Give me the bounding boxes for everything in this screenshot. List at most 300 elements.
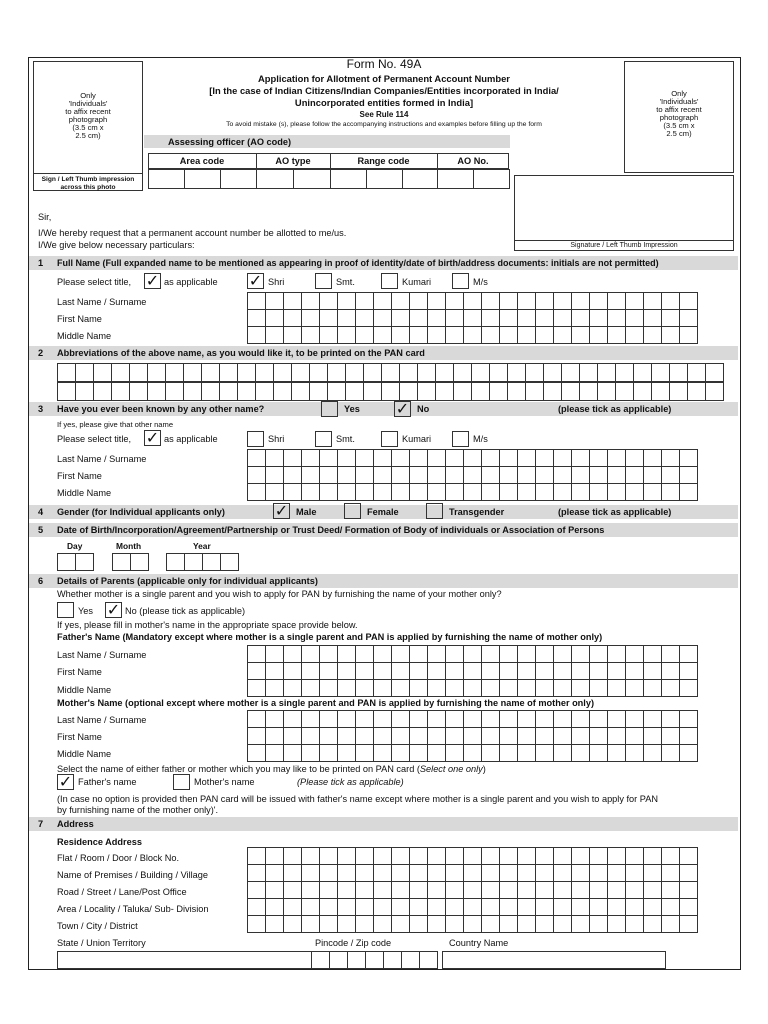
char-box[interactable] (302, 483, 320, 501)
char-box[interactable] (662, 466, 680, 484)
char-box[interactable] (626, 292, 644, 310)
char-box[interactable] (356, 466, 374, 484)
char-box[interactable] (590, 710, 608, 728)
char-box[interactable] (130, 363, 148, 382)
char-box[interactable] (572, 710, 590, 728)
char-box[interactable] (608, 881, 626, 899)
char-box[interactable] (464, 864, 482, 882)
char-box[interactable] (392, 326, 410, 344)
char-box[interactable] (148, 382, 166, 401)
char-box[interactable] (312, 951, 330, 969)
s6-father-name-checkbox[interactable]: ✓ (58, 772, 73, 791)
char-box[interactable] (580, 382, 598, 401)
char-box[interactable] (320, 292, 338, 310)
char-box[interactable] (608, 847, 626, 865)
char-box[interactable] (266, 847, 284, 865)
char-box[interactable] (500, 915, 518, 933)
char-box[interactable] (688, 382, 706, 401)
char-box[interactable] (536, 915, 554, 933)
char-box[interactable] (626, 744, 644, 762)
char-box[interactable] (616, 382, 634, 401)
char-box[interactable] (400, 363, 418, 382)
char-box[interactable] (572, 466, 590, 484)
char-box[interactable] (284, 292, 302, 310)
char-box[interactable] (482, 662, 500, 680)
s6-mother-middle-boxes[interactable] (247, 744, 698, 762)
char-box[interactable] (482, 645, 500, 663)
char-box[interactable] (662, 915, 680, 933)
char-box[interactable] (662, 292, 680, 310)
char-box[interactable] (580, 363, 598, 382)
char-box[interactable] (302, 326, 320, 344)
char-box[interactable] (446, 710, 464, 728)
char-box[interactable] (428, 710, 446, 728)
char-box[interactable] (248, 466, 266, 484)
char-box[interactable] (392, 881, 410, 899)
s6-mother-name-checkbox[interactable] (173, 774, 190, 790)
char-box[interactable] (356, 309, 374, 327)
char-box[interactable] (572, 881, 590, 899)
char-box[interactable] (482, 309, 500, 327)
char-box[interactable] (572, 326, 590, 344)
char-box[interactable] (302, 292, 320, 310)
char-box[interactable] (292, 363, 310, 382)
s5-day-boxes[interactable] (57, 553, 94, 571)
char-box[interactable] (356, 847, 374, 865)
char-box[interactable] (392, 483, 410, 501)
char-box[interactable] (428, 309, 446, 327)
char-box[interactable] (266, 710, 284, 728)
char-box[interactable] (680, 864, 698, 882)
char-box[interactable] (374, 710, 392, 728)
char-box[interactable] (572, 309, 590, 327)
char-box[interactable] (302, 466, 320, 484)
ao-range-code-boxes[interactable] (330, 169, 438, 189)
char-box[interactable] (428, 915, 446, 933)
char-box[interactable] (392, 679, 410, 697)
char-box[interactable] (644, 483, 662, 501)
char-box[interactable] (256, 382, 274, 401)
char-box[interactable] (680, 449, 698, 467)
char-box[interactable] (500, 466, 518, 484)
char-box[interactable] (284, 679, 302, 697)
char-box[interactable] (482, 915, 500, 933)
char-box[interactable] (374, 483, 392, 501)
s1-kumari-checkbox[interactable] (381, 273, 398, 289)
char-box[interactable] (454, 363, 472, 382)
char-box[interactable] (428, 662, 446, 680)
char-box[interactable] (554, 645, 572, 663)
char-box[interactable] (302, 309, 320, 327)
char-box[interactable] (644, 898, 662, 916)
s3-no-checkbox[interactable]: ✓ (395, 399, 410, 418)
char-box[interactable] (356, 662, 374, 680)
char-box[interactable] (536, 645, 554, 663)
char-box[interactable] (500, 864, 518, 882)
char-box[interactable] (482, 744, 500, 762)
char-box[interactable] (248, 662, 266, 680)
char-box[interactable] (644, 292, 662, 310)
char-box[interactable] (420, 951, 438, 969)
char-box[interactable] (410, 292, 428, 310)
char-box[interactable] (76, 382, 94, 401)
char-box[interactable] (572, 727, 590, 745)
char-box[interactable] (428, 727, 446, 745)
char-box[interactable] (410, 847, 428, 865)
char-box[interactable] (248, 309, 266, 327)
char-box[interactable] (680, 847, 698, 865)
char-box[interactable] (238, 363, 256, 382)
char-box[interactable] (680, 483, 698, 501)
char-box[interactable] (374, 898, 392, 916)
char-box[interactable] (608, 483, 626, 501)
char-box[interactable] (680, 326, 698, 344)
char-box[interactable] (248, 727, 266, 745)
char-box[interactable] (554, 898, 572, 916)
char-box[interactable] (680, 292, 698, 310)
char-box[interactable] (248, 679, 266, 697)
char-box[interactable] (284, 449, 302, 467)
char-box[interactable] (464, 679, 482, 697)
char-box[interactable] (392, 864, 410, 882)
char-box[interactable] (644, 466, 662, 484)
char-box[interactable] (590, 292, 608, 310)
char-box[interactable] (500, 727, 518, 745)
char-box[interactable] (302, 744, 320, 762)
char-box[interactable] (356, 727, 374, 745)
char-box[interactable] (374, 744, 392, 762)
char-box[interactable] (410, 449, 428, 467)
char-box[interactable] (446, 662, 464, 680)
char-box[interactable] (392, 847, 410, 865)
char-box[interactable] (626, 881, 644, 899)
char-box[interactable] (328, 363, 346, 382)
char-box[interactable] (644, 710, 662, 728)
char-box[interactable] (608, 710, 626, 728)
char-box[interactable] (598, 363, 616, 382)
char-box[interactable] (428, 898, 446, 916)
char-box[interactable] (428, 645, 446, 663)
s6-mother-last-boxes[interactable] (247, 710, 698, 728)
char-box[interactable] (302, 864, 320, 882)
char-box[interactable] (608, 679, 626, 697)
char-box[interactable] (464, 466, 482, 484)
s5-year-boxes[interactable] (166, 553, 239, 571)
s4-female-checkbox[interactable] (344, 503, 361, 519)
char-box[interactable] (590, 864, 608, 882)
char-box[interactable] (356, 292, 374, 310)
char-box[interactable] (590, 727, 608, 745)
char-box[interactable] (374, 679, 392, 697)
char-box[interactable] (680, 881, 698, 899)
char-box[interactable] (500, 710, 518, 728)
char-box[interactable] (590, 449, 608, 467)
char-box[interactable] (446, 679, 464, 697)
char-box[interactable] (374, 326, 392, 344)
char-box[interactable] (454, 382, 472, 401)
char-box[interactable] (446, 864, 464, 882)
char-box[interactable] (346, 382, 364, 401)
char-box[interactable] (680, 915, 698, 933)
char-box[interactable] (590, 326, 608, 344)
char-box[interactable] (338, 449, 356, 467)
char-box[interactable] (284, 915, 302, 933)
char-box[interactable] (302, 898, 320, 916)
ao-type-boxes[interactable] (256, 169, 331, 189)
char-box[interactable] (446, 898, 464, 916)
char-box[interactable] (338, 744, 356, 762)
char-box[interactable] (482, 727, 500, 745)
char-box[interactable] (374, 645, 392, 663)
photo-box-right[interactable] (624, 61, 734, 173)
char-box[interactable] (338, 710, 356, 728)
char-box[interactable] (338, 679, 356, 697)
char-box[interactable] (203, 553, 221, 571)
char-box[interactable] (320, 710, 338, 728)
char-box[interactable] (248, 915, 266, 933)
char-box[interactable] (572, 662, 590, 680)
char-box[interactable] (428, 449, 446, 467)
char-box[interactable] (76, 553, 94, 571)
char-box[interactable] (284, 744, 302, 762)
char-box[interactable] (248, 645, 266, 663)
char-box[interactable] (482, 466, 500, 484)
char-box[interactable] (338, 326, 356, 344)
char-box[interactable] (554, 864, 572, 882)
char-box[interactable] (590, 881, 608, 899)
char-box[interactable] (706, 363, 724, 382)
char-box[interactable] (428, 744, 446, 762)
char-box[interactable] (644, 864, 662, 882)
char-box[interactable] (590, 483, 608, 501)
char-box[interactable] (374, 727, 392, 745)
char-box[interactable] (356, 710, 374, 728)
char-box[interactable] (464, 847, 482, 865)
char-box[interactable] (554, 915, 572, 933)
char-box[interactable] (634, 382, 652, 401)
char-box[interactable] (374, 915, 392, 933)
char-box[interactable] (284, 483, 302, 501)
char-box[interactable] (662, 483, 680, 501)
char-box[interactable] (662, 309, 680, 327)
char-box[interactable] (590, 915, 608, 933)
char-box[interactable] (482, 483, 500, 501)
char-box[interactable] (662, 710, 680, 728)
char-box[interactable] (626, 679, 644, 697)
char-box[interactable] (590, 309, 608, 327)
char-box[interactable] (284, 326, 302, 344)
char-box[interactable] (374, 662, 392, 680)
char-box[interactable] (688, 363, 706, 382)
char-box[interactable] (662, 679, 680, 697)
char-box[interactable] (418, 382, 436, 401)
char-box[interactable] (446, 309, 464, 327)
char-box[interactable] (554, 309, 572, 327)
char-box[interactable] (346, 363, 364, 382)
char-box[interactable] (338, 864, 356, 882)
char-box[interactable] (680, 744, 698, 762)
char-box[interactable] (220, 382, 238, 401)
s6-father-first-boxes[interactable] (247, 662, 698, 680)
char-box[interactable] (472, 382, 490, 401)
char-box[interactable] (464, 744, 482, 762)
char-box[interactable] (608, 466, 626, 484)
char-box[interactable] (572, 483, 590, 501)
char-box[interactable] (392, 449, 410, 467)
char-box[interactable] (364, 382, 382, 401)
char-box[interactable] (446, 847, 464, 865)
char-box[interactable] (185, 553, 203, 571)
char-box[interactable] (266, 744, 284, 762)
char-box[interactable] (616, 363, 634, 382)
char-box[interactable] (320, 662, 338, 680)
char-box[interactable] (680, 710, 698, 728)
char-box[interactable] (428, 847, 446, 865)
char-box[interactable] (518, 679, 536, 697)
char-box[interactable] (284, 847, 302, 865)
char-box[interactable] (284, 881, 302, 899)
char-box[interactable] (428, 466, 446, 484)
char-box[interactable] (356, 881, 374, 899)
char-box[interactable] (464, 710, 482, 728)
char-box[interactable] (572, 679, 590, 697)
s7-area-boxes[interactable] (247, 898, 698, 916)
char-box[interactable] (274, 363, 292, 382)
char-box[interactable] (220, 363, 238, 382)
char-box[interactable] (302, 727, 320, 745)
char-box[interactable] (302, 710, 320, 728)
char-box[interactable] (392, 898, 410, 916)
s2-abbrev-row-1[interactable] (57, 363, 724, 382)
s1-last-name-boxes[interactable] (247, 292, 698, 310)
char-box[interactable] (266, 449, 284, 467)
char-box[interactable] (320, 915, 338, 933)
char-box[interactable] (113, 553, 131, 571)
char-box[interactable] (536, 864, 554, 882)
char-box[interactable] (482, 292, 500, 310)
char-box[interactable] (662, 449, 680, 467)
char-box[interactable] (518, 847, 536, 865)
char-box[interactable] (302, 645, 320, 663)
char-box[interactable] (112, 363, 130, 382)
char-box[interactable] (518, 483, 536, 501)
char-box[interactable] (410, 710, 428, 728)
char-box[interactable] (508, 382, 526, 401)
char-box[interactable] (626, 847, 644, 865)
char-box[interactable] (482, 449, 500, 467)
char-box[interactable] (536, 483, 554, 501)
char-box[interactable] (644, 645, 662, 663)
char-box[interactable] (562, 382, 580, 401)
char-box[interactable] (374, 449, 392, 467)
char-box[interactable] (284, 309, 302, 327)
s1-smt-checkbox[interactable] (315, 273, 332, 289)
char-box[interactable] (536, 449, 554, 467)
char-box[interactable] (266, 898, 284, 916)
char-box[interactable] (446, 326, 464, 344)
char-box[interactable] (518, 309, 536, 327)
char-box[interactable] (608, 645, 626, 663)
char-box[interactable] (464, 309, 482, 327)
char-box[interactable] (626, 466, 644, 484)
char-box[interactable] (248, 292, 266, 310)
char-box[interactable] (644, 847, 662, 865)
char-box[interactable] (626, 309, 644, 327)
char-box[interactable] (526, 382, 544, 401)
char-box[interactable] (608, 326, 626, 344)
char-box[interactable] (572, 864, 590, 882)
char-box[interactable] (266, 483, 284, 501)
char-box[interactable] (608, 727, 626, 745)
char-box[interactable] (221, 553, 239, 571)
char-box[interactable] (554, 847, 572, 865)
char-box[interactable] (248, 483, 266, 501)
char-box[interactable] (608, 292, 626, 310)
char-box[interactable] (536, 847, 554, 865)
char-box[interactable] (428, 679, 446, 697)
photo-box-left[interactable] (33, 61, 143, 191)
char-box[interactable] (266, 881, 284, 899)
char-box[interactable] (536, 881, 554, 899)
s6-father-middle-boxes[interactable] (247, 679, 698, 697)
char-box[interactable] (248, 898, 266, 916)
char-box[interactable] (248, 326, 266, 344)
char-box[interactable] (356, 898, 374, 916)
char-box[interactable] (500, 645, 518, 663)
char-box[interactable] (572, 449, 590, 467)
char-box[interactable] (572, 915, 590, 933)
char-box[interactable] (536, 662, 554, 680)
char-box[interactable] (572, 292, 590, 310)
char-box[interactable] (662, 898, 680, 916)
ao-no-boxes[interactable] (437, 169, 510, 189)
char-box[interactable] (58, 382, 76, 401)
char-box[interactable] (131, 553, 149, 571)
char-box[interactable] (392, 744, 410, 762)
s4-transgender-checkbox[interactable] (426, 503, 443, 519)
char-box[interactable] (338, 898, 356, 916)
char-box[interactable] (302, 847, 320, 865)
char-box[interactable] (680, 727, 698, 745)
char-box[interactable] (310, 363, 328, 382)
char-box[interactable] (338, 483, 356, 501)
char-box[interactable] (590, 744, 608, 762)
char-box[interactable] (374, 881, 392, 899)
char-box[interactable] (320, 727, 338, 745)
char-box[interactable] (266, 662, 284, 680)
char-box[interactable] (248, 864, 266, 882)
signature-box[interactable] (514, 175, 734, 251)
char-box[interactable] (482, 326, 500, 344)
char-box[interactable] (392, 292, 410, 310)
char-box[interactable] (572, 744, 590, 762)
char-box[interactable] (328, 382, 346, 401)
char-box[interactable] (608, 662, 626, 680)
char-box[interactable] (284, 864, 302, 882)
char-box[interactable] (320, 645, 338, 663)
char-box[interactable] (320, 326, 338, 344)
char-box[interactable] (58, 553, 76, 571)
char-box[interactable] (680, 309, 698, 327)
char-box[interactable] (148, 363, 166, 382)
char-box[interactable] (644, 449, 662, 467)
char-box[interactable] (392, 645, 410, 663)
s7-road-boxes[interactable] (247, 881, 698, 899)
char-box[interactable] (266, 645, 284, 663)
char-box[interactable] (518, 466, 536, 484)
char-box[interactable] (338, 466, 356, 484)
char-box[interactable] (590, 898, 608, 916)
